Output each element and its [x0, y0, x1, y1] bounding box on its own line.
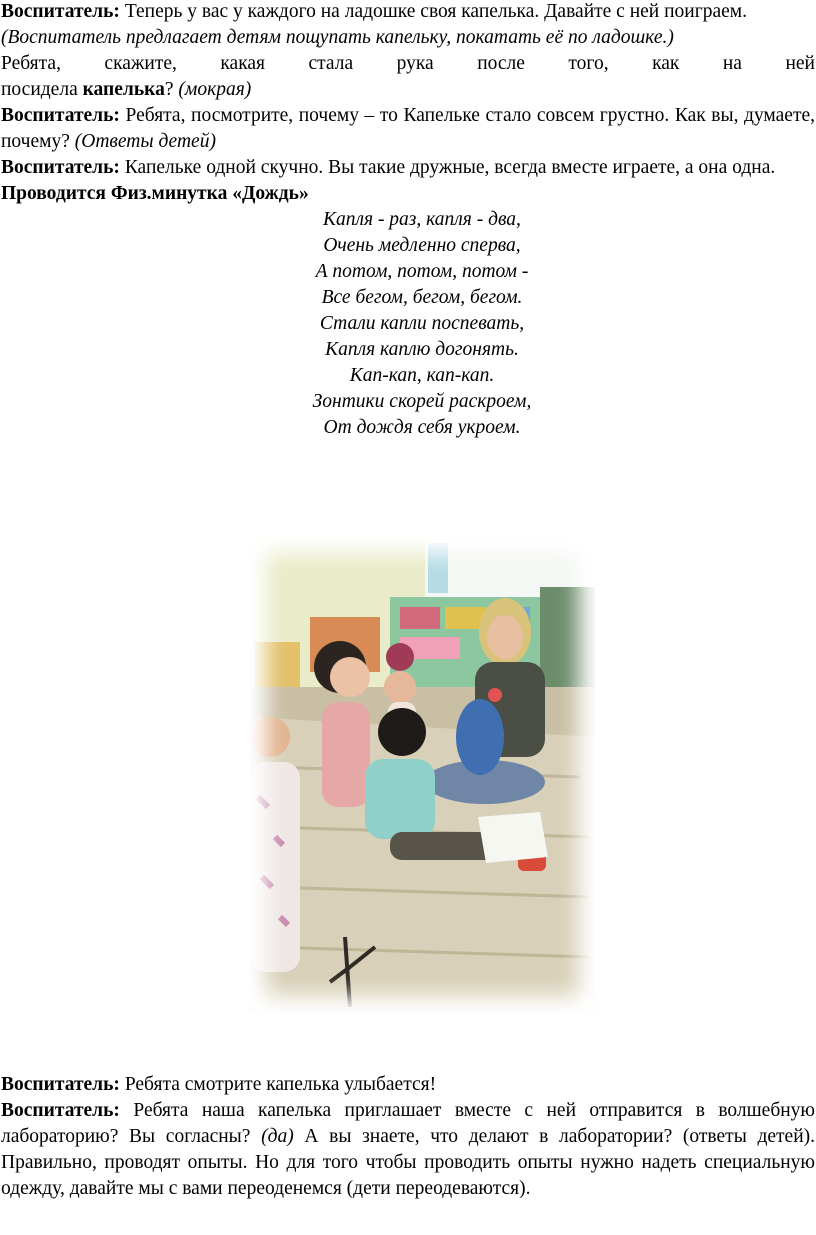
paragraph-2 [1, 25, 815, 51]
paragraph-6-text: Ребята смотрите капелька улыбается! [124, 1074, 437, 1095]
toy-ear [488, 688, 502, 702]
paragraph-7-text-b: А вы знаете, что делают в лаборатории? (ответы детей). Правильно, проводят опыты. Но для того чтобы проводить опыты нужно надеть специальную одежду, давайте мы с вами переоденемся (дети переодеваются). [1, 1126, 816, 1199]
paragraph-4-text: Ребята, посмотрите, почему – то Капельке стало совсем грустно. Как вы, думаете, почему? [1, 105, 816, 152]
paper-sheet [478, 812, 548, 863]
poem-line: Зонтики скорей раскроем, [312, 391, 532, 412]
classroom-photo [250, 537, 595, 1012]
baby-head [384, 671, 416, 703]
paragraph-3-line-2 [1, 77, 815, 103]
text-block-bottom [1, 1072, 815, 1202]
poem [1, 207, 816, 441]
paragraph-3-text-a: Ребята, скажите, какая стала рука после того, как на ней [1, 53, 815, 74]
paragraph-5-text: Капельке одной скучно. Вы такие дружные, всегда вместе играете, а она одна. [124, 157, 776, 178]
poem-line: Кап-кап, кап-кап. [349, 365, 495, 386]
stroller [386, 643, 414, 671]
paragraph-5 [1, 155, 815, 181]
question-mark: ? [164, 79, 174, 100]
speaker-label: Воспитатель: [1, 157, 120, 178]
boy-hair [378, 708, 426, 756]
girl-face [330, 657, 370, 697]
girl-dress [322, 702, 370, 807]
speaker-label: Воспитатель: [1, 1, 120, 22]
stage-remark: (Воспитатель предлагает детям пощупать капельку, покатать её по ладошке.) [1, 27, 674, 48]
text-block-top [1, 0, 815, 441]
section-heading: Проводится Физ.минутка «Дождь» [1, 183, 309, 204]
answer-text: (да) [261, 1126, 294, 1147]
poem-line: От дождя себя укроем. [323, 417, 521, 438]
bold-word: капелька [82, 79, 165, 100]
poem-line: Все бегом, бегом, бегом. [321, 287, 523, 308]
answer-text: (мокрая) [178, 79, 252, 100]
paragraph-3-text-b: посидела [1, 79, 78, 100]
child-head [250, 717, 290, 757]
cabinet [540, 587, 595, 687]
paragraph-7-text-a: Ребята наша капелька приглашает вместе с ней отправится в волшебную лабораторию? Вы согласны? [1, 1100, 815, 1147]
curtain [428, 543, 448, 593]
paragraph-3-line-1 [1, 51, 815, 77]
speaker-label: Воспитатель: [1, 1074, 120, 1095]
speaker-label: Воспитатель: [1, 1100, 120, 1121]
blue-toy [456, 699, 504, 775]
paragraph-1-text: Теперь у вас у каждого на ладошке своя капелька. Давайте с ней поиграем. [124, 1, 748, 22]
poem-line: А потом, потом, потом - [315, 261, 529, 282]
toy-box [445, 607, 485, 629]
paragraph-1 [1, 0, 815, 25]
poem-line: Капля каплю догонять. [325, 339, 519, 360]
photo-illustration [250, 537, 595, 1012]
poem-line: Очень медленно сперва, [323, 235, 521, 256]
child-dress [250, 762, 300, 972]
boy-shirt [365, 759, 435, 839]
teacher-face [487, 615, 523, 659]
poem-line: Стали капли поспевать, [319, 313, 525, 334]
small-table [255, 642, 300, 687]
paragraph-7 [1, 1098, 815, 1202]
toy-box [400, 607, 440, 629]
speaker-label: Воспитатель: [1, 105, 120, 126]
poem-line: Капля - раз, капля - два, [323, 209, 521, 230]
answer-text: (Ответы детей) [74, 131, 216, 152]
paragraph-4 [1, 103, 815, 155]
paragraph-6 [1, 1072, 815, 1098]
